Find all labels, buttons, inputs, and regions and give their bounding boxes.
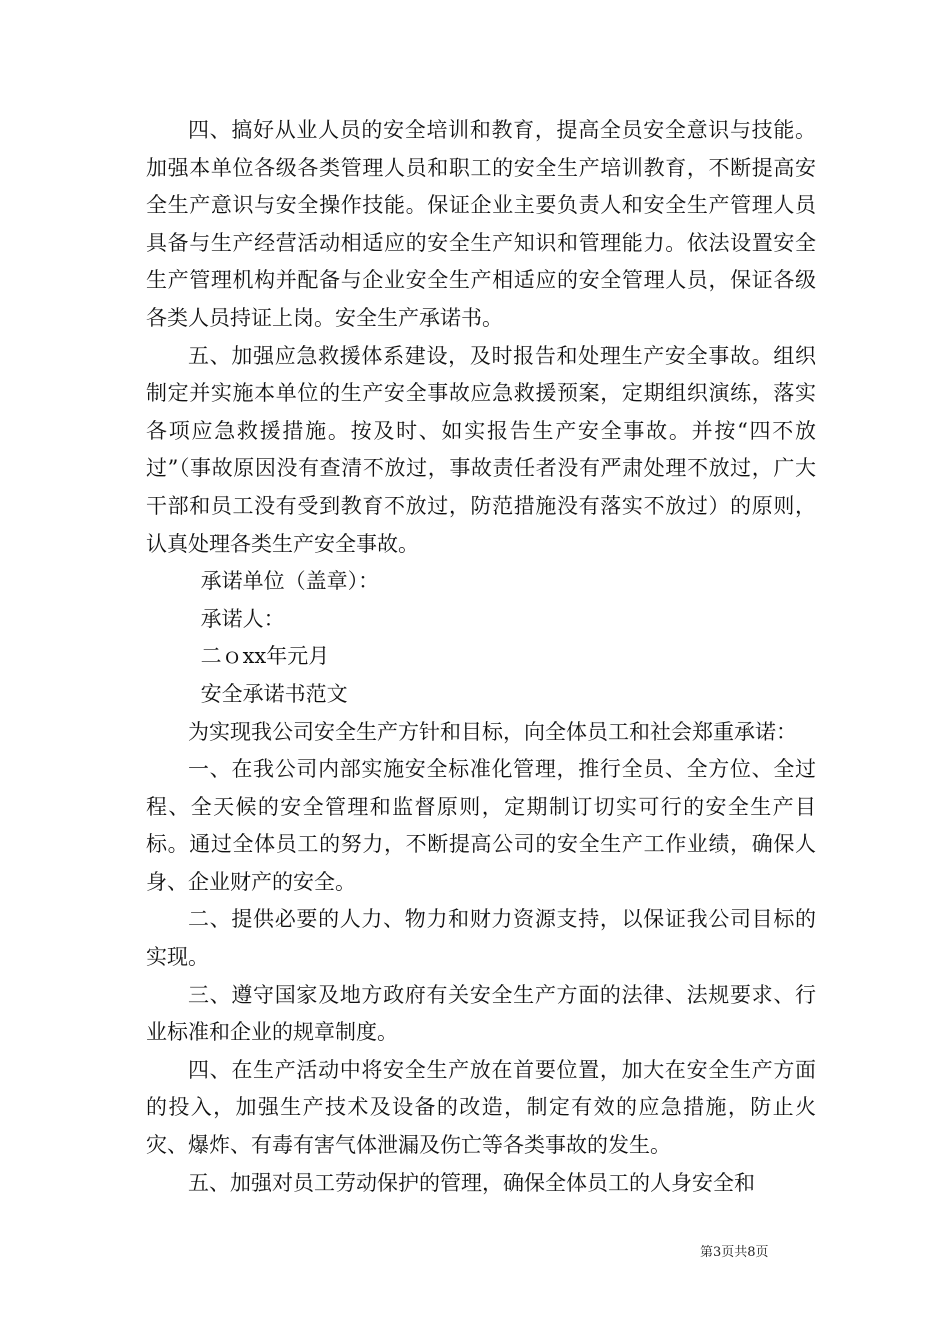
pledger-label: 承诺人： [200,606,285,631]
paragraph-item-1: 一、在我公司内部实施安全标准化管理，推行全员、全方位、全过程、全天候的安全管理和监督原则，定期制订切实可行的安全生产目标。通过全体员工的努力，不断提高公司的安全生产工作业绩，确保人身、企业财产的安全。 [146,757,816,894]
paragraph-item-2: 二、提供必要的人力、物力和财力资源支持，以保证我公司目标的实现。 [146,907,816,970]
paragraph-item-4: 四、在生产活动中将安全生产放在首要位置，加大在安全生产方面的投入，加强生产技术及设备的改造，制定有效的应急措施，防止火灾、爆炸、有毒有害气体泄漏及伤亡等各类事故的发生。 [146,1057,816,1158]
paragraph-item-5: 五、加强对员工劳动保护的管理，确保全体员工的人身安全和 [188,1170,755,1195]
section-title: 安全承诺书范文 [200,681,348,706]
paragraph-intro: 为实现我公司安全生产方针和目标，向全体员工和社会郑重承诺： [188,719,797,744]
pledge-date: 二ｏxx年元月 [200,644,330,669]
document-body [146,112,816,1202]
paragraph-emergency-rescue: 五、加强应急救援体系建设，及时报告和处理生产安全事故。组织制定并实施本单位的生产安全事故应急救援预案，定期组织演练，落实各项应急救援措施。按及时、如实报告生产安全事故。并按“四不放过”（事故原因没有查清不放过，事故责任者没有严肃处理不放过，广大干部和员工没有受到教育不放过，防范措施没有落实不放过）的原则，认真处理各类生产安全事故。 [146,343,816,556]
pledge-unit-label: 承诺单位（盖章）： [200,569,380,594]
paragraph-item-3: 三、遵守国家及地方政府有关安全生产方面的法律、法规要求、行业标准和企业的规章制度。 [146,982,816,1045]
page-number: 第3页共8页 [700,1245,769,1260]
paragraph-training: 四、搞好从业人员的安全培训和教育，提高全员安全意识与技能。加强本单位各级各类管理人员和职工的安全生产培训教育，不断提高安全生产意识与安全操作技能。保证企业主要负责人和安全生产管理人员具备与生产经营活动相适应的安全生产知识和管理能力。依法设置安全生产管理机构并配备与企业安全生产相适应的安全管理人员，保证各级各类人员持证上岗。安全生产承诺书。 [146,118,816,330]
